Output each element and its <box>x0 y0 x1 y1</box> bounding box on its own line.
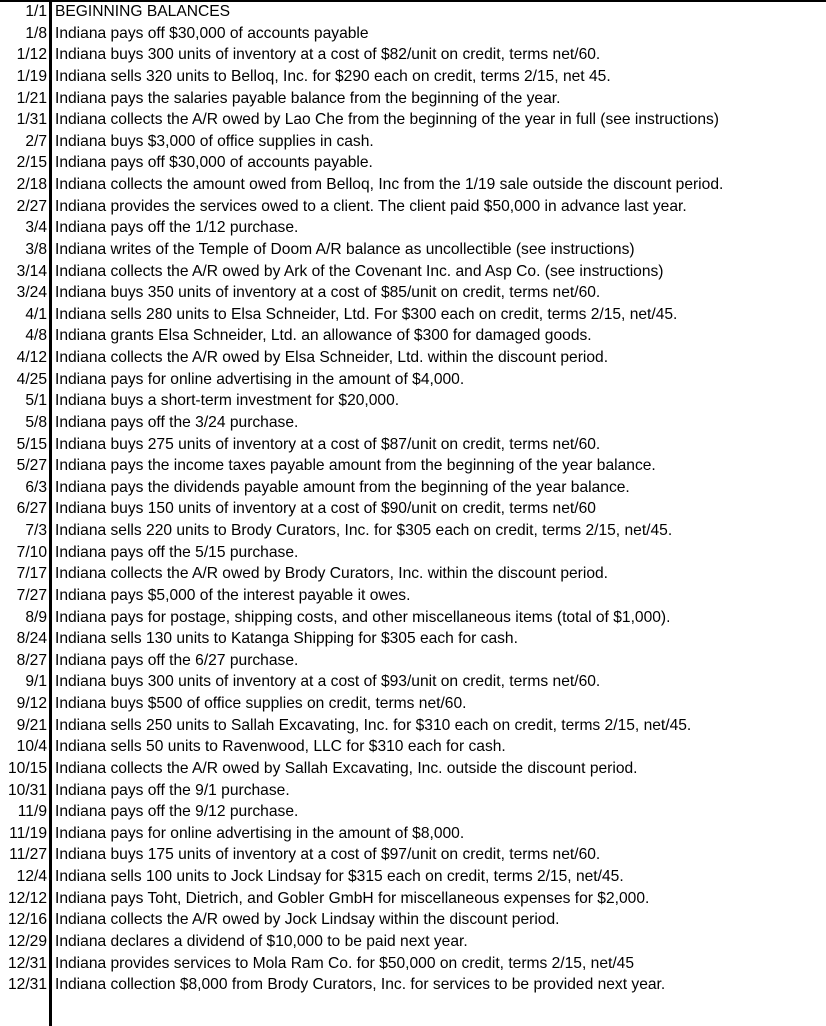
transaction-description: Indiana pays $5,000 of the interest payable it owes. <box>55 586 411 604</box>
transaction-row <box>0 217 826 239</box>
transaction-date: 4/1 <box>25 305 47 323</box>
transaction-date: 5/15 <box>16 435 47 453</box>
transaction-row <box>0 693 826 715</box>
transaction-date: 12/31 <box>7 976 47 994</box>
transaction-date: 10/4 <box>16 738 47 756</box>
transaction-date: 7/17 <box>16 565 47 583</box>
transaction-description: Indiana buys $500 of office supplies on credit, terms net/60. <box>55 695 467 712</box>
transaction-row <box>0 585 826 607</box>
header-date: 1/1 <box>25 3 47 20</box>
transaction-row <box>0 823 826 845</box>
transaction-description: Indiana pays off the 9/1 purchase. <box>55 781 290 799</box>
transaction-row <box>0 780 826 802</box>
transaction-date: 8/9 <box>25 608 47 626</box>
transaction-description: Indiana pays for online advertising in the amount of $4,000. <box>55 370 465 388</box>
transaction-date: 9/21 <box>16 716 47 734</box>
transaction-date: 12/4 <box>16 868 47 885</box>
transaction-row <box>0 801 826 823</box>
transaction-date: 9/1 <box>25 673 47 691</box>
transaction-date: 11/27 <box>9 846 47 864</box>
transaction-row <box>0 282 826 304</box>
transaction-date: 1/31 <box>16 111 47 129</box>
transaction-date: 11/19 <box>9 824 47 842</box>
transaction-description: Indiana sells 100 units to Jock Lindsay for $315 each on credit, terms 2/15, net/45. <box>55 868 624 885</box>
transaction-row <box>0 347 826 369</box>
transaction-description: Indiana pays off the 1/12 purchase. <box>55 219 299 237</box>
transaction-date: 4/12 <box>16 349 47 366</box>
transaction-row <box>0 715 826 737</box>
transaction-row <box>0 434 826 456</box>
transaction-row <box>0 563 826 585</box>
transaction-description: Indiana pays for postage, shipping costs, and other miscellaneous items (total of $1,000). <box>55 608 671 626</box>
transaction-row <box>0 607 826 629</box>
transaction-date: 8/27 <box>16 651 47 669</box>
transaction-row <box>0 520 826 542</box>
transaction-description: Indiana collects the A/R owed by Ark of the Covenant Inc. and Asp Co. (see instructions) <box>55 262 664 280</box>
transaction-date: 12/16 <box>7 911 47 929</box>
transaction-row <box>0 736 826 758</box>
transaction-row <box>0 953 826 975</box>
transaction-description: Indiana provides the services owed to a client. The client paid $50,000 in advance last year. <box>55 197 687 215</box>
transaction-date: 3/8 <box>25 240 47 258</box>
transaction-date: 2/18 <box>16 176 47 193</box>
transaction-row <box>0 498 826 520</box>
transaction-row <box>0 23 826 45</box>
header-description: BEGINNING BALANCES <box>55 3 231 20</box>
transaction-date: 1/12 <box>16 46 47 64</box>
transaction-description: Indiana pays the dividends payable amount from the beginning of the year balance. <box>55 478 630 496</box>
transaction-description: Indiana grants Elsa Schneider, Ltd. an allowance of $300 for damaged goods. <box>55 327 592 345</box>
transaction-row <box>0 477 826 499</box>
transaction-row <box>0 909 826 931</box>
transaction-row <box>0 390 826 412</box>
transaction-row <box>0 888 826 910</box>
transaction-description: Indiana writes of the Temple of Doom A/R balance as uncollectible (see instructions) <box>55 240 635 258</box>
transaction-description: Indiana collects the amount owed from Belloq, Inc from the 1/19 sale outside the discount period. <box>55 176 724 193</box>
transaction-date: 1/21 <box>16 89 47 107</box>
transaction-description: Indiana buys a short-term investment for $20,000. <box>55 392 400 410</box>
transaction-date: 2/27 <box>16 197 47 215</box>
transaction-description: Indiana pays off $30,000 of accounts payable <box>55 24 369 42</box>
transaction-row <box>0 931 826 953</box>
transaction-description: Indiana buys 175 units of inventory at a cost of $97/unit on credit, terms net/60. <box>55 846 601 864</box>
transaction-row <box>0 369 826 391</box>
transaction-description: Indiana buys 150 units of inventory at a cost of $90/unit on credit, terms net/60 <box>55 500 596 518</box>
transaction-description: Indiana buys 350 units of inventory at a cost of $85/unit on credit, terms net/60. <box>55 284 601 302</box>
header-row <box>0 1 826 23</box>
transaction-description: Indiana pays off the 3/24 purchase. <box>55 413 299 431</box>
transaction-row <box>0 650 826 672</box>
transaction-date: 7/27 <box>16 586 47 604</box>
transaction-description: Indiana collects the A/R owed by Lao Che from the beginning of the year in full (see instructions) <box>55 111 719 129</box>
transaction-description: Indiana collects the A/R owed by Elsa Schneider, Ltd. within the discount period. <box>55 349 609 366</box>
transaction-description: Indiana pays the salaries payable balance from the beginning of the year. <box>55 89 561 107</box>
transaction-description: Indiana sells 220 units to Brody Curators, Inc. for $305 each on credit, terms 2/15, net/45. <box>55 522 673 539</box>
transaction-date: 12/29 <box>7 932 47 950</box>
transaction-description: Indiana pays Toht, Dietrich, and Gobler GmbH for miscellaneous expenses for $2,000. <box>55 889 650 907</box>
transaction-row <box>0 974 826 996</box>
transaction-description: Indiana pays off $30,000 of accounts payable. <box>55 154 373 172</box>
transaction-date: 7/3 <box>25 522 47 539</box>
transaction-description: Indiana sells 50 units to Ravenwood, LLC for $310 each for cash. <box>55 738 506 756</box>
transaction-row <box>0 239 826 261</box>
transaction-date: 5/8 <box>25 413 47 431</box>
transaction-row <box>0 412 826 434</box>
transaction-description: Indiana buys 275 units of inventory at a cost of $87/unit on credit, terms net/60. <box>55 435 601 453</box>
transaction-row <box>0 542 826 564</box>
transaction-description: Indiana pays the income taxes payable amount from the beginning of the year balance. <box>55 457 656 475</box>
transaction-date: 5/1 <box>25 392 47 410</box>
transaction-date: 10/15 <box>7 759 47 777</box>
transaction-date: 11/9 <box>17 803 47 821</box>
transaction-date: 12/12 <box>7 889 47 907</box>
transaction-description: Indiana collects the A/R owed by Sallah Excavating, Inc. outside the discount period. <box>55 759 638 777</box>
transaction-description: Indiana buys 300 units of inventory at a cost of $93/unit on credit, terms net/60. <box>55 673 601 691</box>
transaction-description: Indiana provides services to Mola Ram Co. for $50,000 on credit, terms 2/15, net/45 <box>55 954 635 972</box>
transaction-date: 3/4 <box>25 219 47 237</box>
transaction-date: 3/24 <box>16 284 47 302</box>
transaction-row <box>0 109 826 131</box>
transaction-date: 10/31 <box>7 781 47 799</box>
transaction-row <box>0 455 826 477</box>
transaction-row <box>0 261 826 283</box>
transaction-description: Indiana pays off the 5/15 purchase. <box>55 543 299 561</box>
transaction-date: 6/3 <box>25 478 47 496</box>
transaction-date: 9/12 <box>16 695 47 712</box>
transaction-date: 2/7 <box>25 132 47 150</box>
transaction-date: 5/27 <box>16 457 47 475</box>
transaction-row <box>0 131 826 153</box>
transaction-description: Indiana collects the A/R owed by Brody Curators, Inc. within the discount period. <box>55 565 609 583</box>
transaction-row <box>0 758 826 780</box>
transaction-row <box>0 174 826 196</box>
transaction-row <box>0 66 826 88</box>
transaction-row <box>0 628 826 650</box>
transaction-description: Indiana declares a dividend of $10,000 to be paid next year. <box>55 932 468 950</box>
transaction-date: 3/14 <box>16 262 47 280</box>
transaction-date: 1/8 <box>25 24 47 42</box>
transaction-description: Indiana pays off the 9/12 purchase. <box>55 803 299 821</box>
transaction-description: Indiana sells 250 units to Sallah Excavating, Inc. for $310 each on credit, terms 2/15, net/45. <box>55 716 692 734</box>
transaction-ledger <box>0 1 826 996</box>
transaction-description: Indiana sells 320 units to Belloq, Inc. for $290 each on credit, terms 2/15, net 45. <box>55 67 611 85</box>
transaction-row <box>0 88 826 110</box>
transaction-date: 6/27 <box>16 500 47 518</box>
transaction-date: 4/8 <box>25 327 47 345</box>
transaction-description: Indiana pays off the 6/27 purchase. <box>55 651 299 669</box>
transaction-description: Indiana collection $8,000 from Brody Curators, Inc. for services to be provided next year. <box>55 976 666 994</box>
transaction-row <box>0 152 826 174</box>
transaction-description: Indiana sells 280 units to Elsa Schneider, Ltd. For $300 each on credit, terms 2/15, net/45. <box>55 305 678 323</box>
transaction-date: 12/31 <box>7 954 47 972</box>
transaction-row <box>0 671 826 693</box>
transaction-description: Indiana buys $3,000 of office supplies in cash. <box>55 132 374 150</box>
transaction-description: Indiana buys 300 units of inventory at a cost of $82/unit on credit, terms net/60. <box>55 46 601 64</box>
transaction-date: 1/19 <box>16 67 47 85</box>
transaction-date: 4/25 <box>16 370 47 388</box>
transaction-row <box>0 196 826 218</box>
transaction-description: Indiana collects the A/R owed by Jock Lindsay within the discount period. <box>55 911 560 929</box>
transaction-row <box>0 44 826 66</box>
transaction-row <box>0 844 826 866</box>
transaction-row <box>0 866 826 888</box>
transaction-date: 2/15 <box>16 154 47 172</box>
transaction-row <box>0 304 826 326</box>
transaction-row <box>0 325 826 347</box>
transaction-description: Indiana sells 130 units to Katanga Shipping for $305 each for cash. <box>55 630 518 648</box>
transaction-date: 8/24 <box>16 630 47 648</box>
transaction-date: 7/10 <box>16 543 47 561</box>
transaction-description: Indiana pays for online advertising in the amount of $8,000. <box>55 824 465 842</box>
